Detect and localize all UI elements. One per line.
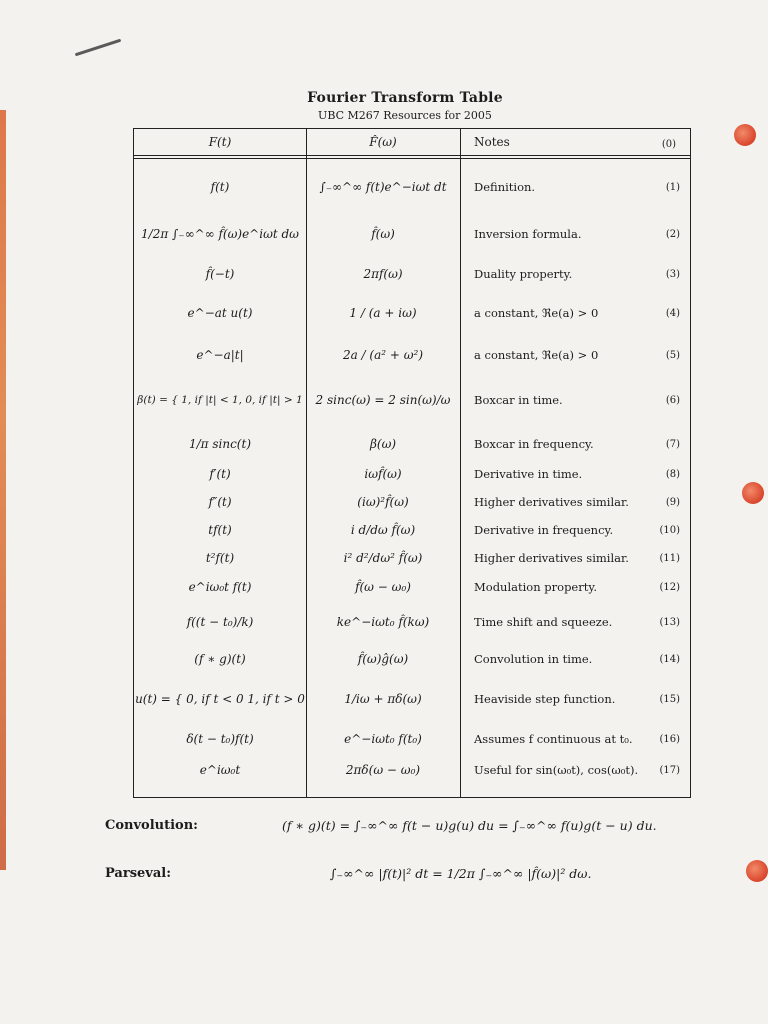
punch-hole-middle <box>742 482 764 504</box>
fw-cell: f̂(ω) <box>371 227 395 241</box>
table-row <box>134 461 690 487</box>
note-cell: Boxcar in frequency. <box>474 437 594 451</box>
fw-cell: ∫₋∞^∞ f(t)e^−iωt dt <box>319 180 447 194</box>
fw-cell: 1/iω + πδ(ω) <box>344 692 422 706</box>
row-number: (11) <box>659 552 680 564</box>
note-cell: Boxcar in time. <box>474 393 563 407</box>
ft-cell: f((t − t₀)/k) <box>186 615 254 629</box>
row-number: (4) <box>665 307 680 319</box>
fw-cell: iωf̂(ω) <box>364 467 402 481</box>
header-divider <box>134 155 690 156</box>
row-number: (2) <box>665 228 680 240</box>
fw-cell: (iω)²f̂(ω) <box>357 495 409 509</box>
header-notes: Notes <box>474 135 510 149</box>
table-row <box>134 573 690 601</box>
ft-cell: tf(t) <box>208 523 232 537</box>
note-cell: a constant, ℜe(a) > 0 <box>474 306 599 320</box>
fw-cell: e^−iωt₀ f(t₀) <box>344 732 422 746</box>
ft-cell: (f ∗ g)(t) <box>194 652 246 666</box>
ft-cell: f̂(−t) <box>205 267 235 281</box>
pencil-mark <box>75 39 122 57</box>
ft-cell: e^−at u(t) <box>187 306 253 320</box>
parseval-formula: ∫₋∞^∞ |f(t)|² dt = 1/2π ∫₋∞^∞ |f̂(ω)|² dω. <box>330 866 592 881</box>
note-cell: Duality property. <box>474 267 573 281</box>
table-row <box>134 427 690 461</box>
fourier-table <box>133 128 691 798</box>
note-cell: Useful for sin(ω₀t), cos(ω₀t). <box>474 763 639 777</box>
row-number: (13) <box>659 616 680 628</box>
table-row <box>134 603 690 641</box>
header-number: (0) <box>661 139 676 150</box>
table-row <box>134 545 690 571</box>
row-number: (17) <box>659 764 680 776</box>
fw-cell: i d/dω f̂(ω) <box>350 523 416 537</box>
fw-cell: ke^−iωt₀ f̂(kω) <box>336 615 430 629</box>
paper-edge-strip <box>0 110 6 870</box>
ft-cell: e^iω₀t f(t) <box>188 580 252 594</box>
fw-cell: f̂(ω − ω₀) <box>355 580 411 594</box>
ft-cell: f″(t) <box>208 495 232 509</box>
ft-cell: β(t) = { 1, if |t| < 1, 0, if |t| > 1 <box>137 394 303 406</box>
note-cell: Convolution in time. <box>474 652 593 666</box>
ft-cell: t²f(t) <box>205 551 235 565</box>
row-number: (3) <box>665 268 680 280</box>
fw-cell: 2a / (a² + ω²) <box>342 348 424 362</box>
note-cell: Inversion formula. <box>474 227 582 241</box>
ft-cell: f(t) <box>210 180 230 194</box>
row-number: (16) <box>659 733 680 745</box>
row-number: (7) <box>665 438 680 450</box>
ft-cell: e^−a|t| <box>196 348 244 362</box>
note-cell: a constant, ℜe(a) > 0 <box>474 348 599 362</box>
page-subtitle: UBC M267 Resources for 2005 <box>318 109 492 122</box>
row-number: (14) <box>659 653 680 665</box>
fw-cell: 1 / (a + iω) <box>349 306 417 320</box>
table-row <box>134 293 690 333</box>
ft-cell: 1/π sinc(t) <box>188 437 251 451</box>
fw-cell: f̂(ω)ĝ(ω) <box>357 652 409 666</box>
note-cell: Assumes f continuous at t₀. <box>474 732 633 746</box>
note-cell: Modulation property. <box>474 580 597 594</box>
table-row <box>134 489 690 515</box>
fw-cell: 2 sinc(ω) = 2 sin(ω)/ω <box>315 393 451 407</box>
note-cell: Heaviside step function. <box>474 692 616 706</box>
punch-hole-bottom <box>746 860 768 882</box>
table-row <box>134 167 690 207</box>
note-cell: Higher derivatives similar. <box>474 495 629 509</box>
row-number: (1) <box>665 181 680 193</box>
header-ft: F(t) <box>208 135 232 149</box>
fw-cell: β(ω) <box>369 437 397 451</box>
ft-cell: u(t) = { 0, if t < 0 1, if t > 0 <box>135 692 305 706</box>
header-divider <box>134 158 690 159</box>
table-row <box>134 377 690 423</box>
table-row <box>134 645 690 673</box>
header-fw: F̂(ω) <box>369 135 397 149</box>
ft-cell: e^iω₀t <box>199 763 241 777</box>
convolution-formula: (f ∗ g)(t) = ∫₋∞^∞ f(t − u)g(u) du = ∫₋∞^∞ f(u)g(t − u) du. <box>282 818 657 833</box>
note-cell: Derivative in time. <box>474 467 583 481</box>
note-cell: Derivative in frequency. <box>474 523 614 537</box>
fw-cell: 2πδ(ω − ω₀) <box>345 763 421 777</box>
row-number: (10) <box>659 524 680 536</box>
fw-cell: i² d²/dω² f̂(ω) <box>343 551 423 565</box>
ft-cell: f′(t) <box>209 467 231 481</box>
table-row <box>134 677 690 721</box>
note-cell: Higher derivatives similar. <box>474 551 629 565</box>
table-row <box>134 213 690 255</box>
row-number: (5) <box>665 349 680 361</box>
table-row <box>134 755 690 785</box>
page-title: Fourier Transform Table <box>307 90 503 106</box>
table-row <box>134 335 690 375</box>
fw-cell: 2πf(ω) <box>363 267 403 281</box>
note-cell: Time shift and squeeze. <box>474 615 613 629</box>
table-row <box>134 725 690 753</box>
row-number: (8) <box>665 468 680 480</box>
row-number: (15) <box>659 693 680 705</box>
table-row <box>134 517 690 543</box>
row-number: (12) <box>659 581 680 593</box>
table-row <box>134 259 690 289</box>
punch-hole-top <box>734 124 756 146</box>
ft-cell: 1/2π ∫₋∞^∞ f̂(ω)e^iωt dω <box>141 227 299 241</box>
note-cell: Definition. <box>474 180 536 194</box>
convolution-label: Convolution: <box>105 818 198 833</box>
row-number: (6) <box>665 394 680 406</box>
row-number: (9) <box>665 496 680 508</box>
parseval-label: Parseval: <box>105 866 172 881</box>
ft-cell: δ(t − t₀)f(t) <box>186 732 254 746</box>
